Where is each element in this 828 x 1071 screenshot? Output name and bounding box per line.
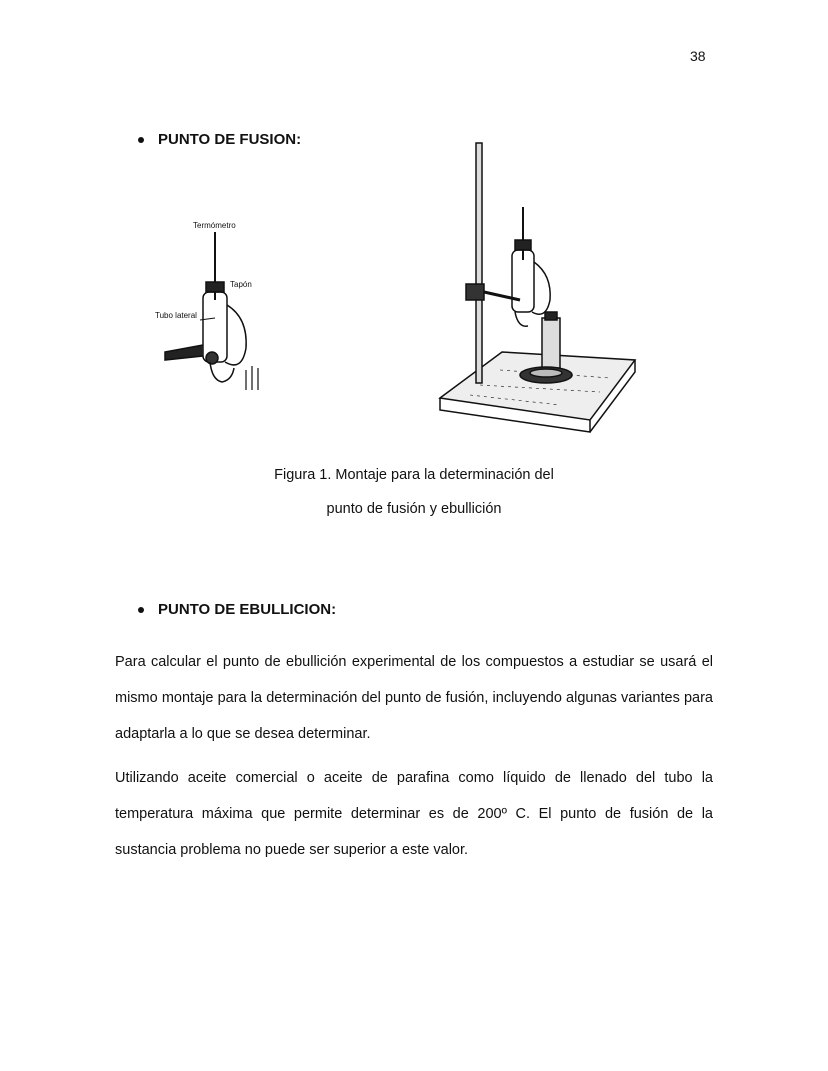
figure-caption-line2: punto de fusión y ebullición [326,501,502,517]
support-rod [476,143,482,383]
label-tubo-lateral: Tubo lateral [155,311,197,320]
paragraph-2: Utilizando aceite comercial o aceite de parafina como líquido de llenado del tubo la temperatura máxima que permite determinar es de 200º C. El punto de fusión de la sustancia problema no puede ser superior a este valor. [115,770,713,858]
label-tapon: Tapón [230,280,252,289]
page-number: 38 [690,48,706,64]
heading-text: PUNTO DE FUSION: [158,131,302,148]
stand-and-burner-diagram [440,143,635,432]
rod-clamp [466,284,484,300]
stopper [206,282,224,292]
heading-text: PUNTO DE EBULLICION: [158,601,337,618]
burner-barrel [542,318,560,368]
side-arm [225,305,246,365]
figure-apparatus [0,0,828,460]
bullet-dot [138,607,144,613]
figure-caption-line1: Figura 1. Montaje para la determinación del [274,467,554,483]
clamp-knob [206,352,218,364]
heading-punto-de-ebullicion [138,601,336,618]
label-termometro: Termómetro [193,221,236,230]
clamp-arm [484,292,520,300]
clamp-bar [165,345,203,360]
flame-lines [246,366,258,390]
paragraph-1: Para calcular el punto de ebullición experimental de los compuestos a estudiar se usará el mismo montaje para la determinación del punto de fusión, incluyendo algunas variantes para adaptarla a lo que se desea determinar. [115,654,713,742]
tube-body [203,292,227,362]
